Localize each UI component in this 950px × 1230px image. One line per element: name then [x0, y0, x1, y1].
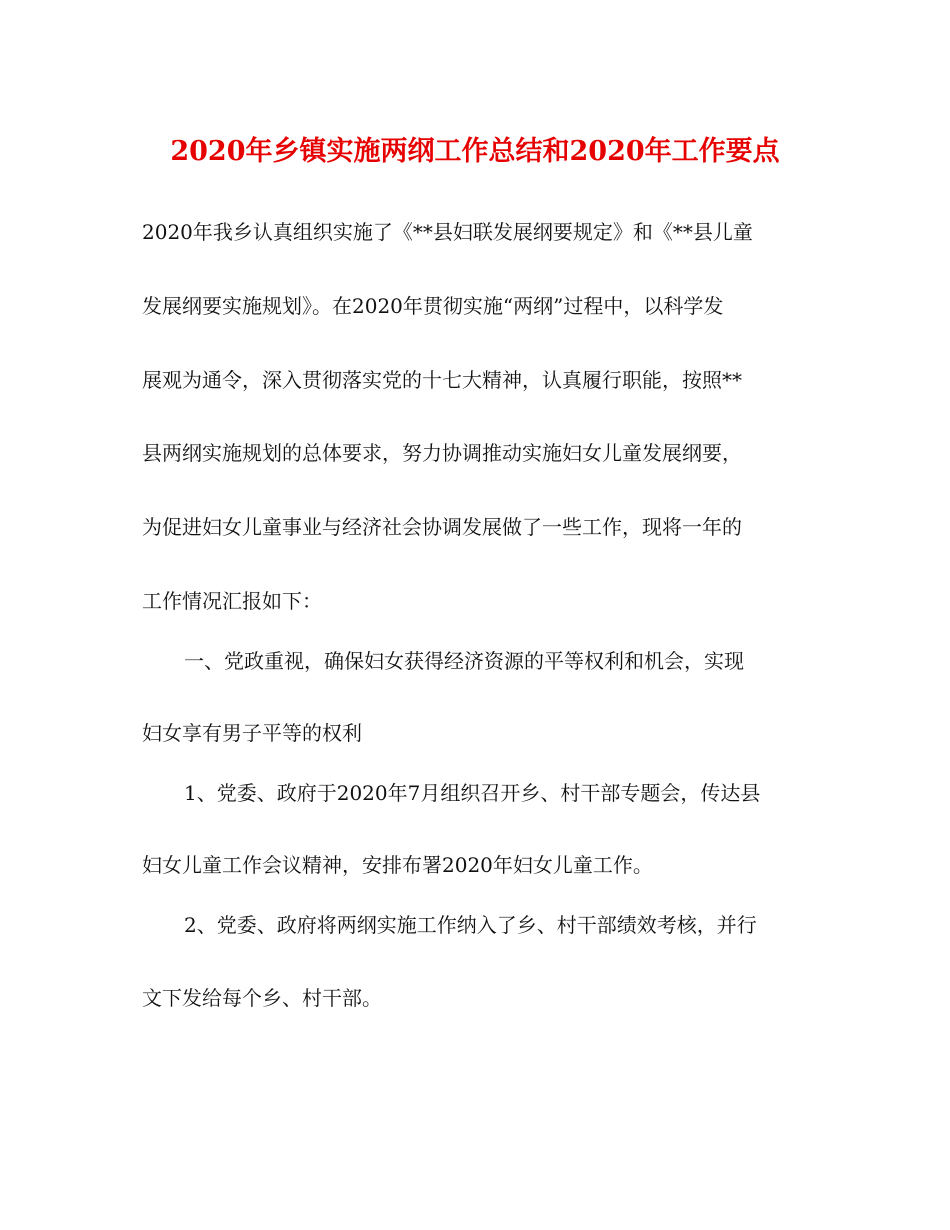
body-line: 1、党委、政府于2020年7月组织召开乡、村干部专题会，传达县	[184, 781, 761, 805]
section-heading-line: 妇女享有男子平等的权利	[142, 721, 362, 745]
body-line: 2020年我乡认真组织实施了《**县妇联发展纲要规定》和《**县儿童	[142, 220, 753, 244]
body-line: 发展纲要实施规划》。在2020年贯彻实施“两纲”过程中，以科学发	[142, 294, 724, 318]
body-line: 为促进妇女儿童事业与经济社会协调发展做了一些工作，现将一年的	[142, 515, 742, 539]
body-line: 工作情况汇报如下：	[142, 589, 322, 613]
document-title: 2020年乡镇实施两纲工作总结和2020年工作要点	[170, 136, 780, 167]
section-heading-line: 一、党政重视，确保妇女获得经济资源的平等权利和机会，实现	[184, 649, 744, 673]
body-line: 展观为通令，深入贯彻落实党的十七大精神，认真履行职能，按照**	[142, 368, 742, 392]
body-line: 文下发给每个乡、村干部。	[142, 986, 382, 1010]
body-line: 2、党委、政府将两纲实施工作纳入了乡、村干部绩效考核，并行	[184, 913, 757, 937]
body-line: 妇女儿童工作会议精神，安排布署2020年妇女儿童工作。	[142, 853, 653, 877]
body-line: 县两纲实施规划的总体要求，努力协调推动实施妇女儿童发展纲要，	[142, 441, 742, 465]
